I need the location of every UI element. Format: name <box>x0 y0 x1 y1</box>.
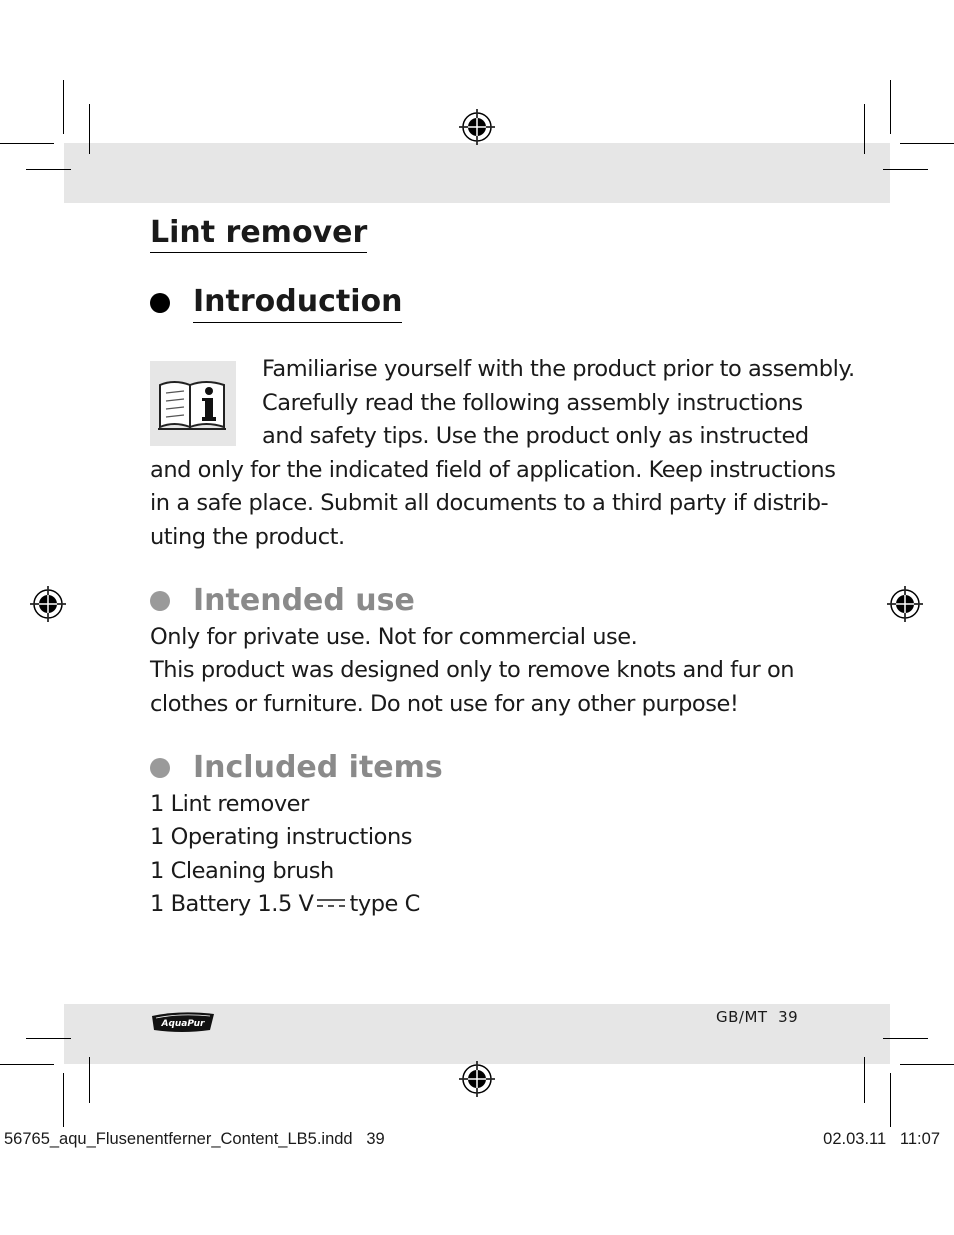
included-items-heading <box>150 748 443 788</box>
intended-use-heading <box>150 581 415 621</box>
page-number: GB/MT 39 <box>716 1008 799 1026</box>
slug-filename: 56765_aqu_Flusenentferner_Content_LB5.indd 39 <box>4 1130 385 1148</box>
aquapur-logo <box>150 1008 216 1036</box>
page-title: Lint remover <box>150 214 367 253</box>
introduction-heading-text: Introduction <box>193 282 402 323</box>
battery-suffix: type C <box>349 891 420 917</box>
registration-mark-icon <box>459 1061 495 1097</box>
intended-use-line: This product was designed only to remove knots and fur on <box>150 657 795 683</box>
direct-current-symbol-icon <box>316 897 346 909</box>
intended-use-line: clothes or furniture. Do not use for any other purpose! <box>150 691 739 717</box>
intro-text-line: and safety tips. Use the product only as instructed <box>262 423 809 449</box>
intro-text-line: in a safe place. Submit all documents to a third party if distrib- <box>150 490 829 516</box>
battery-prefix: 1 Battery 1.5 V <box>150 891 314 917</box>
included-items-heading-text: Included items <box>193 750 443 785</box>
bullet-icon <box>150 293 170 313</box>
introduction-heading <box>150 282 402 323</box>
list-item: 1 Lint remover <box>150 791 309 817</box>
list-item: 1 Operating instructions <box>150 824 413 850</box>
list-item <box>150 888 420 922</box>
list-item: 1 Cleaning brush <box>150 858 334 884</box>
registration-mark-icon <box>30 586 66 622</box>
header-band <box>64 143 890 203</box>
intro-text-line: Familiarise yourself with the product prior to assembly. <box>262 356 855 382</box>
intro-text-line: uting the product. <box>150 524 345 550</box>
bullet-icon <box>150 591 170 611</box>
info-book-icon <box>150 361 236 446</box>
intro-text-line: and only for the indicated field of application. Keep instructions <box>150 457 836 483</box>
intro-text-line: Carefully read the following assembly instructions <box>262 390 803 416</box>
intended-use-line: Only for private use. Not for commercial use. <box>150 624 638 650</box>
registration-mark-icon <box>459 109 495 145</box>
bullet-icon <box>150 758 170 778</box>
intended-use-heading-text: Intended use <box>193 583 415 618</box>
logo-text: AquaPur <box>161 1019 205 1029</box>
registration-mark-icon <box>887 586 923 622</box>
slug-datetime: 02.03.11 11:07 <box>823 1130 940 1148</box>
